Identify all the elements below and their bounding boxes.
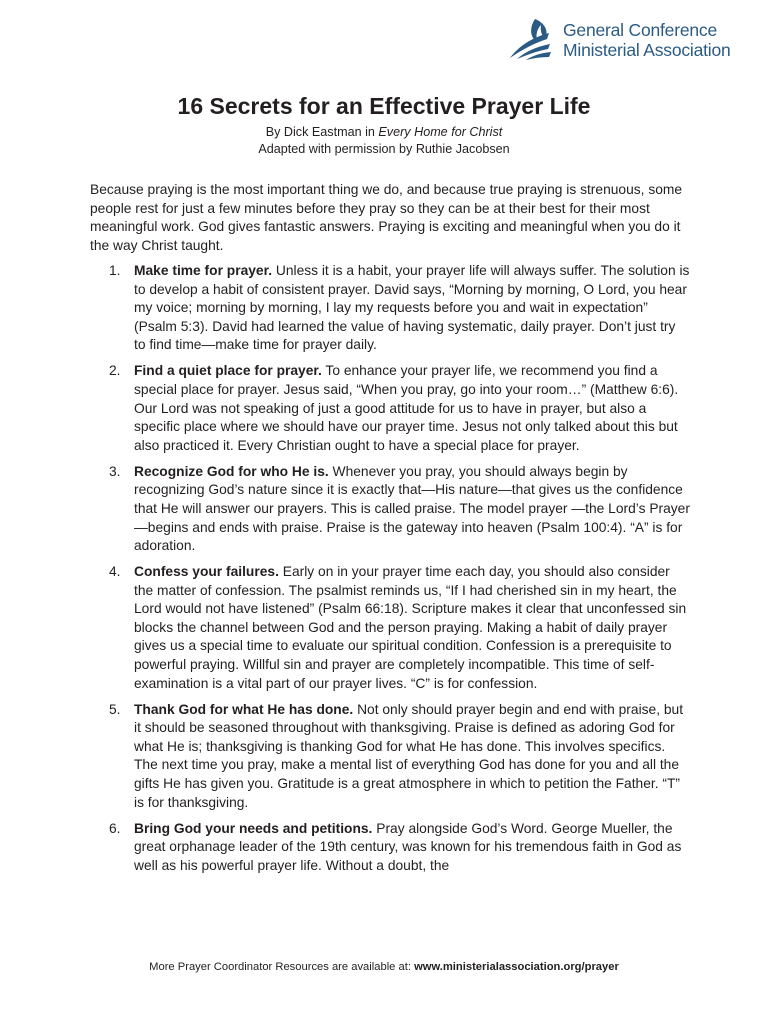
item-number: 6. — [109, 820, 121, 836]
org-name-line2: Ministerial Association — [563, 40, 731, 60]
list-item — [90, 463, 690, 556]
item-title: Find a quiet place for prayer. — [134, 363, 322, 379]
footer-link[interactable]: www.ministerialassociation.org/prayer — [414, 961, 619, 973]
item-title: Recognize God for who He is. — [134, 463, 329, 479]
item-body: To enhance your prayer life, we recommend you find a special place for prayer. Jesus said, “When you pray, go into your room…” (Matthew 6:6). Our Lord was not speaking of just a good attitude for us to have in prayer, but also a specific place where we should have our prayer time. Jesus not only talked about this but also practiced it. Every Christian ought to have a special place for prayer. — [134, 363, 679, 453]
document-title: 16 Secrets for an Effective Prayer Life — [177, 93, 591, 119]
list-item — [90, 262, 690, 355]
byline-prefix: By Dick Eastman in — [265, 125, 379, 139]
item-number: 3. — [109, 463, 121, 479]
item-title: Make time for prayer. — [134, 263, 273, 278]
intro-paragraph: Because praying is the most important thing we do, and because true praying is strenuous, some people rest for just a few minutes before they pray so they can be at their best for their most meaningful work. God gives fantastic answers. Praying is exciting and meaningful when you do it the way Christ taught. — [90, 182, 683, 253]
footer-text: More Prayer Coordinator Resources are available at: — [149, 961, 415, 973]
item-body: Pray alongside God’s Word. George Mueller, the great orphanage leader of the 19th century, was known for his tremendous faith in God as well as his powerful prayer life. Without a doubt, the — [134, 820, 682, 873]
adaptation-credit: Adapted with permission by Ruthie Jacobsen — [258, 142, 510, 156]
org-name-line1: General Conference — [563, 20, 717, 40]
item-number: 2. — [109, 363, 121, 379]
item-body: Not only should prayer begin and end with praise, but it should be seasoned throughout with thanksgiving. Praise is defined as adoring God for what He is; thanksgiving is thanking God for what He has done. This involves specifics. The next time you pray, make a mental list of everything God has done for you and all the gifts He has given you. Gratitude is a great atmosphere in which to petition the Father. “T” is for thanksgiving. — [134, 701, 684, 810]
dove-flame-logo-icon — [505, 16, 557, 64]
item-title: Bring God your needs and petitions. — [134, 820, 373, 836]
byline-block — [0, 124, 768, 158]
item-number: 5. — [109, 701, 121, 717]
item-number: 4. — [109, 564, 121, 580]
list-item — [90, 563, 690, 693]
item-title: Confess your failures. — [134, 564, 279, 580]
byline — [0, 124, 768, 141]
item-body: Whenever you pray, you should always begin by recognizing God’s nature since it is exactly that—His nature—that gives us the confidence that He will answer our prayers. This is called praise. The model prayer —the Lord’s Prayer—begins and ends with praise. Praise is the gateway into heaven (Psalm 100:4). “A” is for adoration. — [134, 463, 690, 554]
item-title: Thank God for what He has done. — [134, 701, 354, 717]
item-number: 1. — [109, 263, 121, 278]
footer — [0, 961, 768, 973]
byline-source: Every Home for Christ — [378, 125, 503, 139]
list-item — [90, 362, 690, 455]
list-item — [90, 820, 690, 876]
item-body: Unless it is a habit, your prayer life will always suffer. The solution is to develop a habit of consistent prayer. David says, “Morning by morning, O Lord, you hear my voice; morning by morning, I lay my requests before you and wait in expectation” (Psalm 5:3). David had learned the value of having systematic, daily prayer. Don’t just try to find time—make time for prayer daily. — [134, 263, 690, 353]
secrets-list — [90, 262, 690, 883]
list-item — [90, 701, 690, 813]
org-logo — [505, 16, 731, 64]
item-body: Early on in your prayer time each day, you should also consider the matter of confession. The psalmist reminds us, “If I had cherished sin in my heart, the Lord would not have listened” (Psalm 66:18). Scripture makes it clear that unconfessed sin blocks the channel between God and the person praying. Making a habit of daily prayer gives us a special time to evaluate our spiritual condition. Confession is a prerequisite to powerful praying. Willful sin and prayer are completely incompatible. This time of self-examination is a vital part of our prayer lives. “C” is for confession. — [134, 564, 687, 691]
